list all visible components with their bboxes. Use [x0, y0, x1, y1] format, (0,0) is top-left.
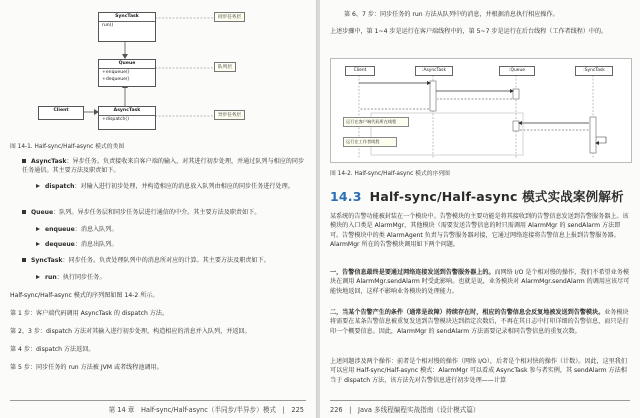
arrow-icon — [36, 227, 40, 231]
section-number: 14.3 — [330, 189, 362, 204]
sub-text: ：消息出队列。 — [74, 241, 118, 248]
bullet-text: ：同步任务。负责处理队列中的消息所对应的计算。其主要方法及职责如下。 — [62, 257, 270, 264]
sub-text: ：消息入队列。 — [74, 226, 118, 233]
solution-paragraph: 上述问题涉及两个操作：前者是个相对慢的操作（网络 I/O），后者是个相对快的操作（计数）。因此，这里我们可以应用 Half-sync/Half-async 模式：AlarmMgr 可以看成 AsyncTask 参与者实例，其 sendAlarm 方法相当于 dispatch 方法，该方法先对告警信息进行初步处理——计算 — [330, 358, 627, 384]
footer-rule — [330, 400, 630, 401]
sequence-intro: Half-sync/Half-async 模式的序列图如图 14-2 所示。 — [10, 292, 159, 299]
arrow-icon — [36, 275, 40, 279]
figure-caption-14-1: 图 14-1. Half-sync/Half-async 模式的类图 — [10, 144, 125, 150]
client-title: Client — [53, 108, 69, 113]
sub-term: dispatch — [45, 183, 75, 190]
note-worker-thread: 运行在工作者线程 — [343, 137, 397, 147]
synctask-title: SyncTask — [99, 13, 155, 22]
lifeline-synctask: :SyncTask — [575, 66, 613, 76]
queue-class — [98, 59, 156, 87]
issue-1-paragraph — [330, 268, 632, 296]
sub-term: enqueue — [45, 226, 75, 233]
issue-2-text: 业务模块将需要在某条告警信息被重复发送到告警模块达到指定次数后，不再在其日志中打印详细的告警信息，而只是打印一个概要信息。因此，AlarmMgr 的 sendAlarm 方法需要记录相同告警信息的重复次数。 — [330, 309, 629, 335]
bullet-text: ：异步任务。负责接收来自客户端的输入，对其进行初步处理，并通过队列与相应的同步任务通信。其主要方法及职责如下。 — [22, 158, 305, 175]
asynctask-method: +dispatch() — [102, 117, 129, 123]
step-4: 第 4 步：dispatch 方法返回。 — [10, 346, 95, 353]
synctask-class — [98, 12, 156, 42]
bullet-term: SyncTask — [31, 257, 63, 264]
sub-text: ：执行同步任务。 — [56, 274, 106, 281]
sub-bullet-enqueue — [36, 225, 308, 234]
issue-1-lead: 一，告警信息最终是要通过网络连接发送到告警服务器上的。 — [330, 269, 495, 276]
page-footer-right: 226 | Java 多线程编程实战指南（设计模式篇） — [330, 406, 480, 414]
synctask-method: run() — [102, 23, 114, 29]
case-intro-paragraph: 某系统的告警功能被封装在一个模块中。告警模块的主要功能是将其接收到的告警信息发送到告警服务器上。该模块的入口类是 AlarmMgr，其他模块（需要发送告警信息的时只需调用 AlarmMgr 的 sendAlarm 方法即可。告警模块中的类 AlarmAgent 负责与告警服务器对接，它通过网络连接将告警信息上报到告警服务器。AlarmMgr 所在的告警模块调用如下两个问题。 — [330, 213, 629, 249]
figure-caption-14-2: 图 14-2. Half-sync/Half-async 模式的序列图 — [330, 171, 450, 177]
issue-2-lead: 二，当某个告警产生的条件（通常是故障）持续存在时，相应的告警信息会反复地被发送到告警模块。 — [330, 309, 605, 316]
sub-term: dequeue — [45, 241, 75, 248]
sequence-diagram — [330, 58, 632, 163]
sub-bullet-run — [36, 273, 308, 282]
step-5: 第 5 步：同步任务的 run 方法被 JVM 或者线程池调用。 — [10, 364, 163, 371]
bullet-icon — [22, 210, 26, 214]
bullet-asynctask — [22, 157, 310, 176]
asynctask-title: AsyncTask — [99, 107, 155, 116]
step-1: 第 1 步：客户端代码调用 AsyncTask 的 dispatch 方法。 — [10, 310, 169, 317]
step-2-3: 第 2、3 步：dispatch 方法对其输入进行初步处理，构造相应的消息并入队列，并返回。 — [10, 328, 251, 335]
section-title: Half-sync/Half-async 模式实战案例解析 — [369, 189, 624, 204]
bullet-icon — [22, 258, 26, 262]
sync-layer-note: 同步任务层 — [214, 12, 245, 22]
para-thread-summary: 上述步骤中，第 1~4 步是运行在客户端线程中的，第 5~7 步是运行在后台线程（工作者线程）中的。 — [330, 28, 608, 35]
sub-term: run — [45, 274, 57, 281]
section-heading — [330, 187, 624, 205]
page-footer-left: 第 14 章 Half-sync/Half-async（半同步/半异步）模式 | 225 — [108, 406, 304, 414]
bullet-term: Queue — [31, 209, 54, 216]
bullet-term: AsyncTask — [31, 158, 67, 165]
asynctask-class — [98, 106, 156, 130]
bullet-queue — [22, 208, 310, 217]
note-client-thread: 运行在客户端代码所在线程 — [343, 117, 409, 127]
bullet-text: ：队列。异步任务层和同步任务层进行通信的中介。其主要方法及职责如下。 — [53, 209, 261, 216]
footer-rule — [10, 400, 306, 401]
class-diagram — [30, 4, 278, 132]
queue-title: Queue — [99, 60, 155, 69]
bullet-synctask — [22, 256, 310, 265]
sub-bullet-dispatch — [36, 182, 308, 191]
sub-text: ：对输入进行初步处理，并构造相应的消息放入队列由相应的同步任务进行处理。 — [74, 183, 294, 190]
client-class — [38, 106, 84, 120]
lifeline-queue: :Queue — [499, 66, 535, 76]
queue-layer-note: 队列层 — [214, 62, 236, 72]
bullet-icon — [22, 159, 26, 163]
arrow-icon — [36, 184, 40, 188]
arrow-icon — [36, 242, 40, 246]
async-layer-note: 异步任务层 — [214, 110, 245, 120]
issue-1-text: 而网络 I/O 是个相对慢的操作，我们不希望业务模块在调用 AlarmMgr.sendAlarm 时受此影响。也就是说，业务模块对 AlarmMgr.sendAlarm 的调用应该尽可能快地返回，这样不影响业务模块的处理能力。 — [330, 269, 630, 295]
issue-2-paragraph — [330, 308, 632, 336]
queue-method-enqueue: +enqueue() — [102, 70, 130, 76]
right-page — [320, 0, 640, 418]
sub-bullet-dequeue — [36, 240, 308, 249]
lifeline-asynctask: :AsyncTask — [415, 66, 453, 76]
queue-method-dequeue: +dequeue() — [102, 77, 130, 83]
para-steps-6-7: 第 6、7 步：同步任务的 run 方法从队列中的消息，并根据消息执行相应操作。 — [344, 11, 559, 18]
lifeline-client: Client — [345, 66, 375, 76]
left-page — [0, 0, 317, 418]
